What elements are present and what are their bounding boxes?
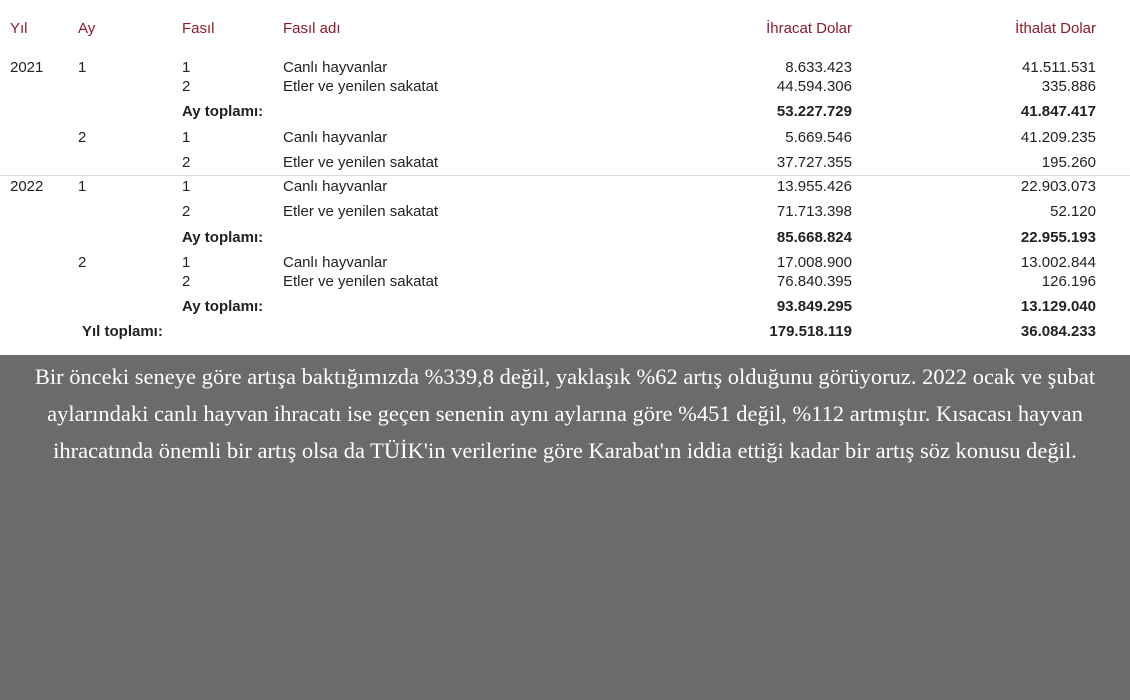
cell-yil: 2022 <box>10 178 44 195</box>
subtotal-label: Ay toplamı: <box>182 298 264 315</box>
header-ihracat: İhracat Dolar <box>766 20 852 37</box>
cell-ithalat: 22.903.073 <box>1020 178 1096 195</box>
year-divider <box>0 175 1130 176</box>
cell-fasil: 1 <box>182 59 191 76</box>
cell-ithalat: 126.196 <box>1041 273 1096 290</box>
cell-ithalat: 13.002.844 <box>1020 254 1096 271</box>
cell-ay: 2 <box>78 254 87 271</box>
cell-fasil-adi: Canlı hayvanlar <box>283 59 388 76</box>
cell-ithalat: 41.209.235 <box>1020 129 1096 146</box>
cell-fasil: 2 <box>182 203 191 220</box>
cell-fasil: 2 <box>182 78 191 95</box>
subtotal-label: Ay toplamı: <box>182 103 264 120</box>
cell-fasil: 2 <box>182 154 191 171</box>
cell-fasil-adi: Etler ve yenilen sakatat <box>283 273 439 290</box>
cell-ithalat: 335.886 <box>1041 78 1096 95</box>
cell-yil: 2021 <box>10 59 44 76</box>
cell-fasil-adi: Canlı hayvanlar <box>283 129 388 146</box>
cell-fasil-adi: Etler ve yenilen sakatat <box>283 154 439 171</box>
cell-ithalat: 41.511.531 <box>1022 59 1096 76</box>
caption-text: Bir önceki seneye göre artışa baktığımızda %339,8 değil, yaklaşık %62 artış olduğunu görüyoruz. 2022 ocak ve şubat aylarındaki canlı hayvan ihracatı ise geçen senenin aynı aylarına göre %451 değil, %112 artmıştır. Kısacası hayvan ihracatında önemli bir artış olsa da TÜİK'in verilerine göre Karabat'ın iddia ettiği kadar bir artış söz konusu değil. <box>34 364 1096 463</box>
header-fasil-adi: Fasıl adı <box>283 20 341 37</box>
header-ay: Ay <box>78 20 96 37</box>
cell-ithalat: 195.260 <box>1041 154 1096 171</box>
cell-ihracat: 71.713.398 <box>776 203 852 220</box>
cell-ay: 2 <box>78 129 87 146</box>
cell-fasil: 1 <box>182 254 191 271</box>
cell-fasil-adi: Canlı hayvanlar <box>283 178 388 195</box>
cell-ay: 1 <box>78 59 87 76</box>
cell-fasil-adi: Etler ve yenilen sakatat <box>283 203 439 220</box>
cell-ihracat: 13.955.426 <box>776 178 852 195</box>
cell-fasil-adi: Etler ve yenilen sakatat <box>283 78 439 95</box>
header-ithalat: İthalat Dolar <box>1015 20 1096 37</box>
cell-ihracat: 37.727.355 <box>776 154 852 171</box>
subtotal-ithalat: 13.129.040 <box>1020 298 1096 315</box>
cell-ithalat: 52.120 <box>1050 203 1096 220</box>
year-total-ihracat: 179.518.119 <box>769 323 852 340</box>
subtotal-label: Ay toplamı: <box>182 229 264 246</box>
subtotal-ithalat: 22.955.193 <box>1020 229 1096 246</box>
header-fasil: Fasıl <box>182 20 215 37</box>
cell-ihracat: 44.594.306 <box>776 78 852 95</box>
year-total-label: Yıl toplamı: <box>82 323 163 340</box>
subtotal-ithalat: 41.847.417 <box>1020 103 1096 120</box>
cell-ihracat: 8.633.423 <box>785 59 852 76</box>
year-total-ithalat: 36.084.233 <box>1020 323 1096 340</box>
cell-ihracat: 5.669.546 <box>785 129 852 146</box>
cell-fasil-adi: Canlı hayvanlar <box>283 254 388 271</box>
subtotal-ihracat: 93.849.295 <box>776 298 852 315</box>
cell-ay: 1 <box>78 178 87 195</box>
cell-fasil: 1 <box>182 178 191 195</box>
cell-ihracat: 76.840.395 <box>776 273 852 290</box>
cell-fasil: 2 <box>182 273 191 290</box>
cell-fasil: 1 <box>182 129 191 146</box>
subtotal-ihracat: 85.668.824 <box>776 229 852 246</box>
header-yil: Yıl <box>10 20 28 37</box>
subtotal-ihracat: 53.227.729 <box>776 103 852 120</box>
cell-ihracat: 17.008.900 <box>776 254 852 271</box>
